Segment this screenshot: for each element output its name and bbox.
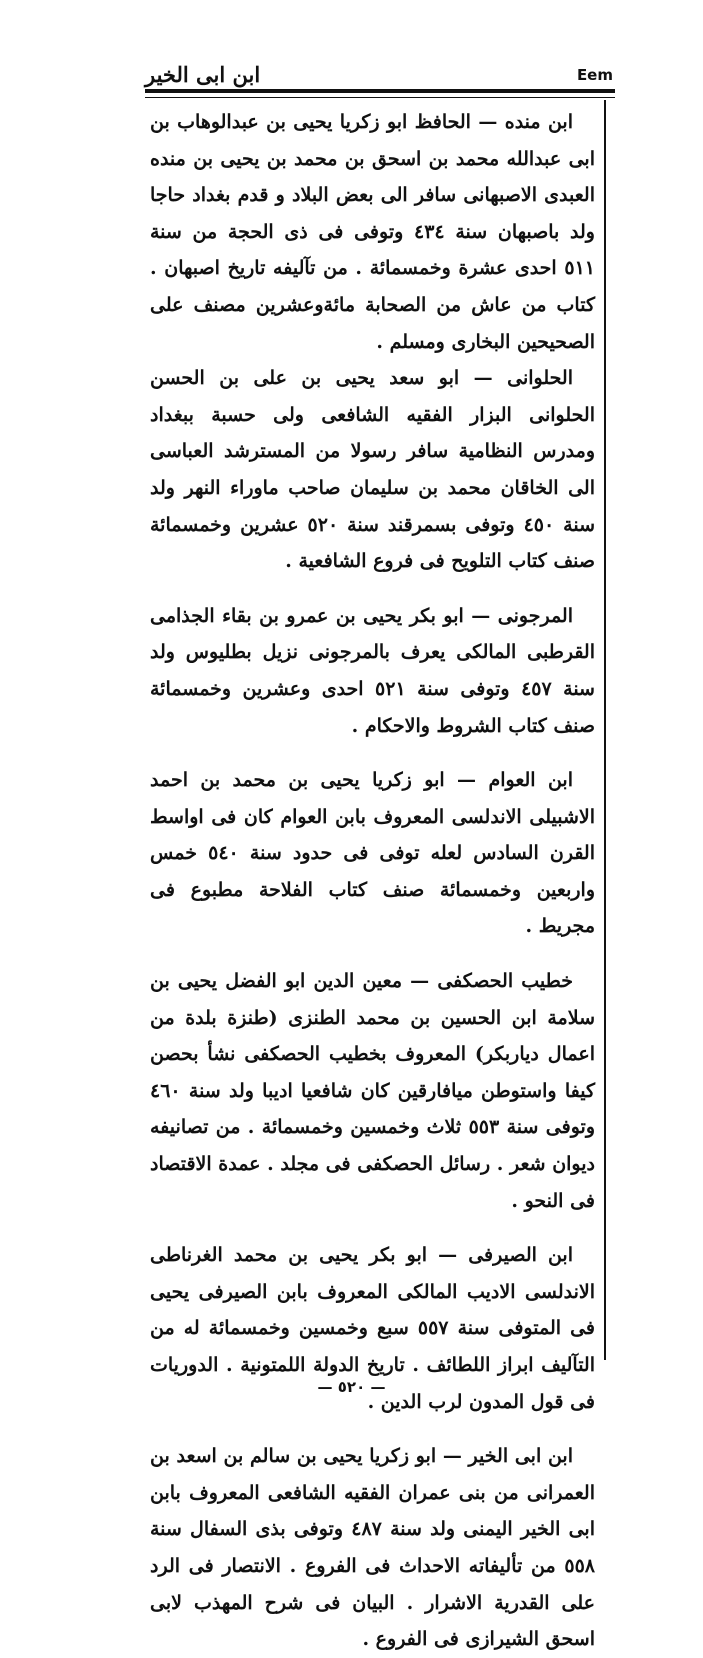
page-code: Eem (576, 66, 613, 84)
text-body (150, 104, 595, 1658)
entry-al-hulwani: الحلوانی — ابو سعد یحیی بن علی بن الحسن الحلوانی البزار الفقیه الشافعی ولی حسبة ببغداد ومدرس النظامیة سافر رسولا من المسترشد العباسی الی الخاقان محمد بن سلیمان صاحب ماوراء النهر ولد سنة ٤٥٠ وتوفی بسمرقند سنة ٥٢٠ عشرین وخمسمائة صنف کتاب التلویح فی فروع الشافعیة . (150, 367, 595, 573)
page-header (145, 58, 613, 88)
entry-ibn-al-sayrafi: ابن الصیرفی — ابو بکر یحیی بن محمد الغرناطی الاندلسی الادیب المالکی المعروف بابن الصیرفی یحیی فی المتوفی سنة ٥٥٧ سبع وخمسین وخمسمائة له من التآلیف ابراز اللطائف . تاریخ الدولة اللمتونیة . الدوریات فی قول المدون لرب الدین . (150, 1244, 596, 1413)
margin-rule (604, 100, 606, 1360)
entry-khatib-al-haskafi: خطیب الحصکفی — معین الدین ابو الفضل یحیی بن سلامة ابن الحسین بن محمد الطنزی (طنزة بلدة من اعمال دیاربکر) المعروف بخطیب الحصکفی نشأ بحصن کیفا واستوطن میافارقین کان شافعیا ادیبا ولد سنة ٤٦٠ وتوفی سنة ٥٥٣ ثلاث وخمسین وخمسمائة . من تصانیفه دیوان شعر . رسائل الحصکفی فی مجلد . عمدة الاقتصاد فی النحو . (150, 970, 595, 1212)
header-rule-thick (145, 89, 615, 93)
page-number: — ٥٢٠ — (317, 1378, 386, 1396)
entry-ibn-abi-al-khayr: ابن ابی الخیر — ابو زکریا یحیی بن سالم بن اسعد بن العمرانی من بنی عمران الفقیه الشافعی المعروف بابن ابی الخیر الیمنی ولد سنة ٤٨٧ وتوفی بذی السفال سنة ٥٥٨ من تألیفاته الاحداث فی الفروع . الانتصار فی الرد علی القدریة الاشرار . البیان فی شرح المهذب لابی اسحق الشیرازی فی الفروع . (150, 1445, 595, 1651)
header-rule-thin (145, 97, 615, 98)
entry-al-marjuni: المرجونی — ابو بکر یحیی بن عمرو بن بقاء الجذامی القرطبی المالکی یعرف بالمرجونی نزیل بطلیوس ولد سنة ٤٥٧ وتوفی سنة ٥٢١ احدی وعشرین وخمسمائة صنف کتاب الشروط والاحکام . (150, 604, 595, 737)
entry-ibn-al-awwam: ابن العوام — ابو زکریا یحیی بن محمد بن احمد الاشبیلی الاندلسی المعروف بابن العوام کان فی اواسط القرن السادس لعله توفی فی حدود سنة ٥٤٠ خمس واربعین وخمسمائة صنف کتاب الفلاحة مطبوع فی مجریط . (150, 769, 595, 938)
entry-ibn-mandah: ابن منده — الحافظ ابو زکریا یحیی بن عبدالوهاب بن ابی عبدالله محمد بن اسحق بن محمد بن یحیی بن منده العبدی الاصبهانی سافر الی بعض البلاد و قدم بغداد حاجا ولد باصبهان سنة ٤٣٤ وتوفی فی ذی الحجة من سنة ٥١١ احدی عشرة وخمسمائة . من تآلیفه تاریخ اصبهان . کتاب من عاش من الصحابة مائةوعشرین مصنف علی الصحیحین البخاری ومسلم . (150, 111, 595, 353)
running-title: ابن ابی الخیر (145, 62, 261, 87)
